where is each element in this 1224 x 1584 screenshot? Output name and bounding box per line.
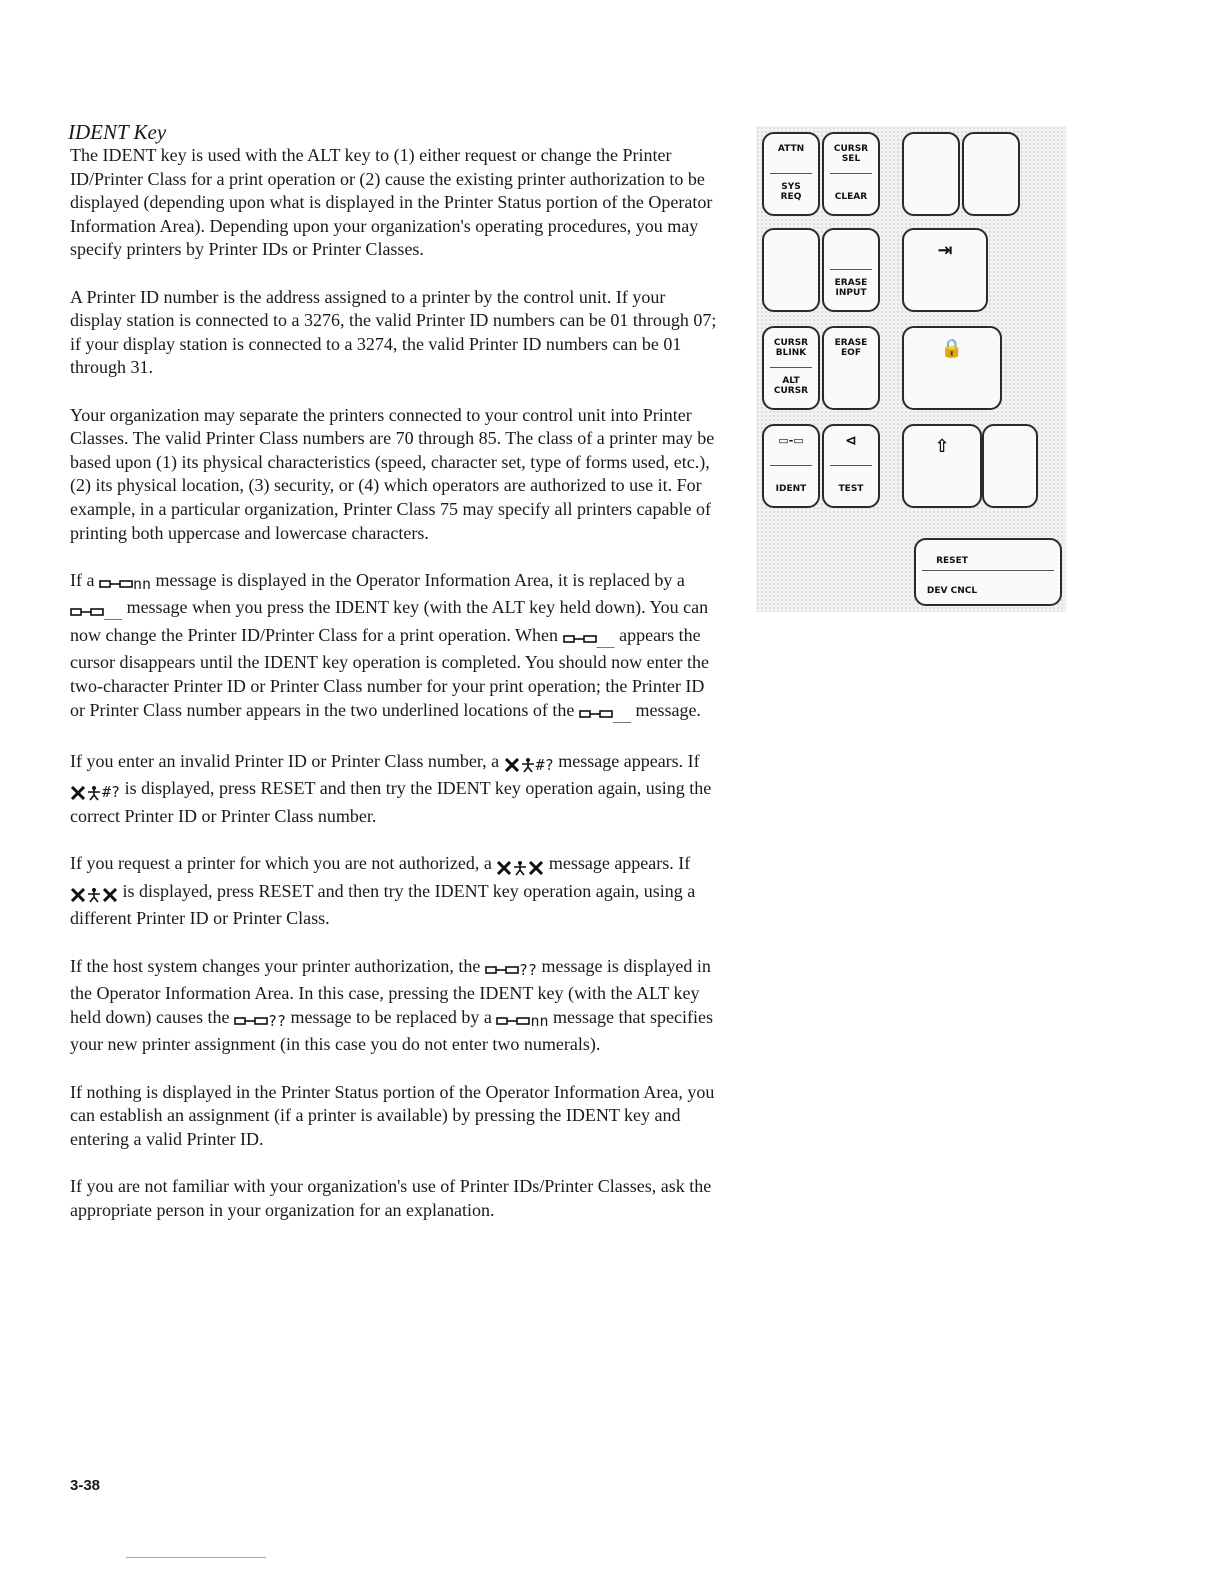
paragraph-4: If a nn message is displayed in the Operator Information Area, it is replaced by a __ message when you press the IDENT key (with the ALT key held down). You can now change the Printer ID/Printer Class for a print operation. When __ appears the cursor disappears until the IDENT key operation is completed. You should now enter the two-character Printer ID or Printer Class number for your print operation; the Printer ID or Printer Class number appears in the two underlined locations of the __ message.	[70, 569, 720, 727]
invalid-printer-symbol: #?	[504, 754, 554, 778]
operator-icon	[512, 858, 528, 876]
blank-key[interactable]	[982, 424, 1038, 508]
operator-icon	[86, 886, 102, 904]
paragraph-5: If you enter an invalid Printer ID or Printer Class number, a #? message appears. If #? is displayed, press RESET and then try the IDENT key operation again, using the correct Printer ID or Printer Class number.	[70, 750, 712, 827]
attn-key[interactable]: ATTN SYS REQ	[762, 132, 820, 216]
printer-glyph-icon	[496, 1012, 530, 1030]
printer-qq-symbol: ??	[485, 959, 537, 983]
printer-glyph-icon	[99, 575, 133, 593]
x-icon	[504, 756, 520, 774]
printer-id-icon: ▭-▭	[778, 434, 804, 447]
keyboard-illustration	[756, 126, 1066, 612]
blank-key[interactable]	[902, 132, 960, 216]
cursr-sel-key[interactable]: CURSR SEL CLEAR	[822, 132, 880, 216]
print-icon: ⊲	[845, 433, 857, 449]
shift-arrow-icon: ⇧	[934, 436, 950, 457]
printer-blank-symbol: __	[563, 628, 615, 652]
printer-glyph-icon	[563, 630, 597, 648]
printer-blank-symbol: __	[70, 600, 122, 624]
reset-key[interactable]: RESET DEV CNCL	[914, 538, 1062, 606]
erase-eof-key[interactable]: ERASE EOF	[822, 326, 880, 410]
printer-nn-symbol: nn	[99, 573, 151, 597]
operator-icon	[86, 783, 102, 801]
blank-key[interactable]	[962, 132, 1020, 216]
printer-glyph-icon	[579, 705, 613, 723]
not-authorized-symbol	[70, 884, 118, 908]
erase-input-key[interactable]: ERASE INPUT	[822, 228, 880, 312]
paragraph-8: If nothing is displayed in the Printer Status portion of the Operator Information Area, you can establish an assignment (if a printer is available) by pressing the IDENT key and entering a valid Printer ID.	[70, 1081, 715, 1149]
paragraph-6: If you request a printer for which you are not authorized, a message appears. If is displayed, press RESET and then try the IDENT key operation again, using a different Printer ID or Printer Class.	[70, 853, 696, 929]
x-icon	[70, 783, 86, 801]
section-heading: IDENT Key	[68, 120, 167, 144]
printer-blank-symbol: __	[579, 703, 631, 727]
shift-key[interactable]	[902, 424, 982, 508]
invalid-printer-symbol: #?	[70, 781, 120, 805]
x-icon	[102, 886, 118, 904]
page-number: 3-38	[70, 1477, 101, 1494]
paragraph-7: If the host system changes your printer authorization, the ?? message is displayed in the Operator Information Area. In this case, pressing the IDENT key (with the ALT key held down) causes the ?? message to be replaced by a nn message that specifies your new printer assignment (in this case you do not enter two numerals).	[70, 955, 713, 1055]
printer-qq-symbol: ??	[234, 1010, 286, 1034]
operator-icon	[520, 756, 536, 774]
printer-glyph-icon	[234, 1012, 268, 1030]
paragraph-3: Your organization may separate the printers connected to your control unit into Printer Classes. The valid Printer Class numbers are 70 through 85. The class of a printer may be based upon (1) its physical characteristics (speed, character set, type of forms used, etc.), (2) its physical location, (3) security, or (4) which operators are authorized to use it. For example, in a particular organization, Printer Class 75 may specify all printers capable of printing both uppercase and lowercase characters.	[70, 404, 715, 543]
paragraph-2: A Printer ID number is the address assigned to a printer by the control unit. If your display station is connected to a 3276, the valid Printer ID numbers can be 01 through 07; if your display station is connected to a 3274, the valid Printer ID numbers can be 01 through 31.	[70, 286, 717, 378]
footer-divider	[126, 1557, 266, 1558]
lock-key[interactable]	[902, 326, 1002, 410]
paragraph-9: If you are not familiar with your organization's use of Printer IDs/Printer Classes, ask the appropriate person in your organization for an explanation.	[70, 1175, 712, 1220]
ident-key[interactable]: ▭-▭ IDENT	[762, 424, 820, 508]
paragraph-1: The IDENT key is used with the ALT key to (1) either request or change the Printer ID/Printer Class for a print operation or (2) cause the existing printer authorization to be displayed (depending upon what is displayed in the Printer Status portion of the Operator Information Area). Depending upon your organization's operating procedures, you may specify printers by Printer IDs or Printer Classes.	[70, 145, 713, 260]
test-key[interactable]: ⊲ TEST	[822, 424, 880, 508]
lock-icon: 🔒	[940, 338, 964, 359]
x-icon	[496, 858, 512, 876]
tab-key[interactable]	[902, 228, 988, 312]
tab-arrow-icon: ⇥	[937, 240, 953, 261]
blank-key[interactable]	[762, 228, 820, 312]
printer-glyph-icon	[70, 602, 104, 620]
body-text	[70, 144, 720, 1246]
x-icon	[528, 858, 544, 876]
printer-glyph-icon	[485, 961, 519, 979]
printer-nn-symbol: nn	[496, 1010, 548, 1034]
x-icon	[70, 886, 86, 904]
cursr-blink-key[interactable]: CURSR BLINK ALT CURSR	[762, 326, 820, 410]
not-authorized-symbol	[496, 856, 544, 880]
